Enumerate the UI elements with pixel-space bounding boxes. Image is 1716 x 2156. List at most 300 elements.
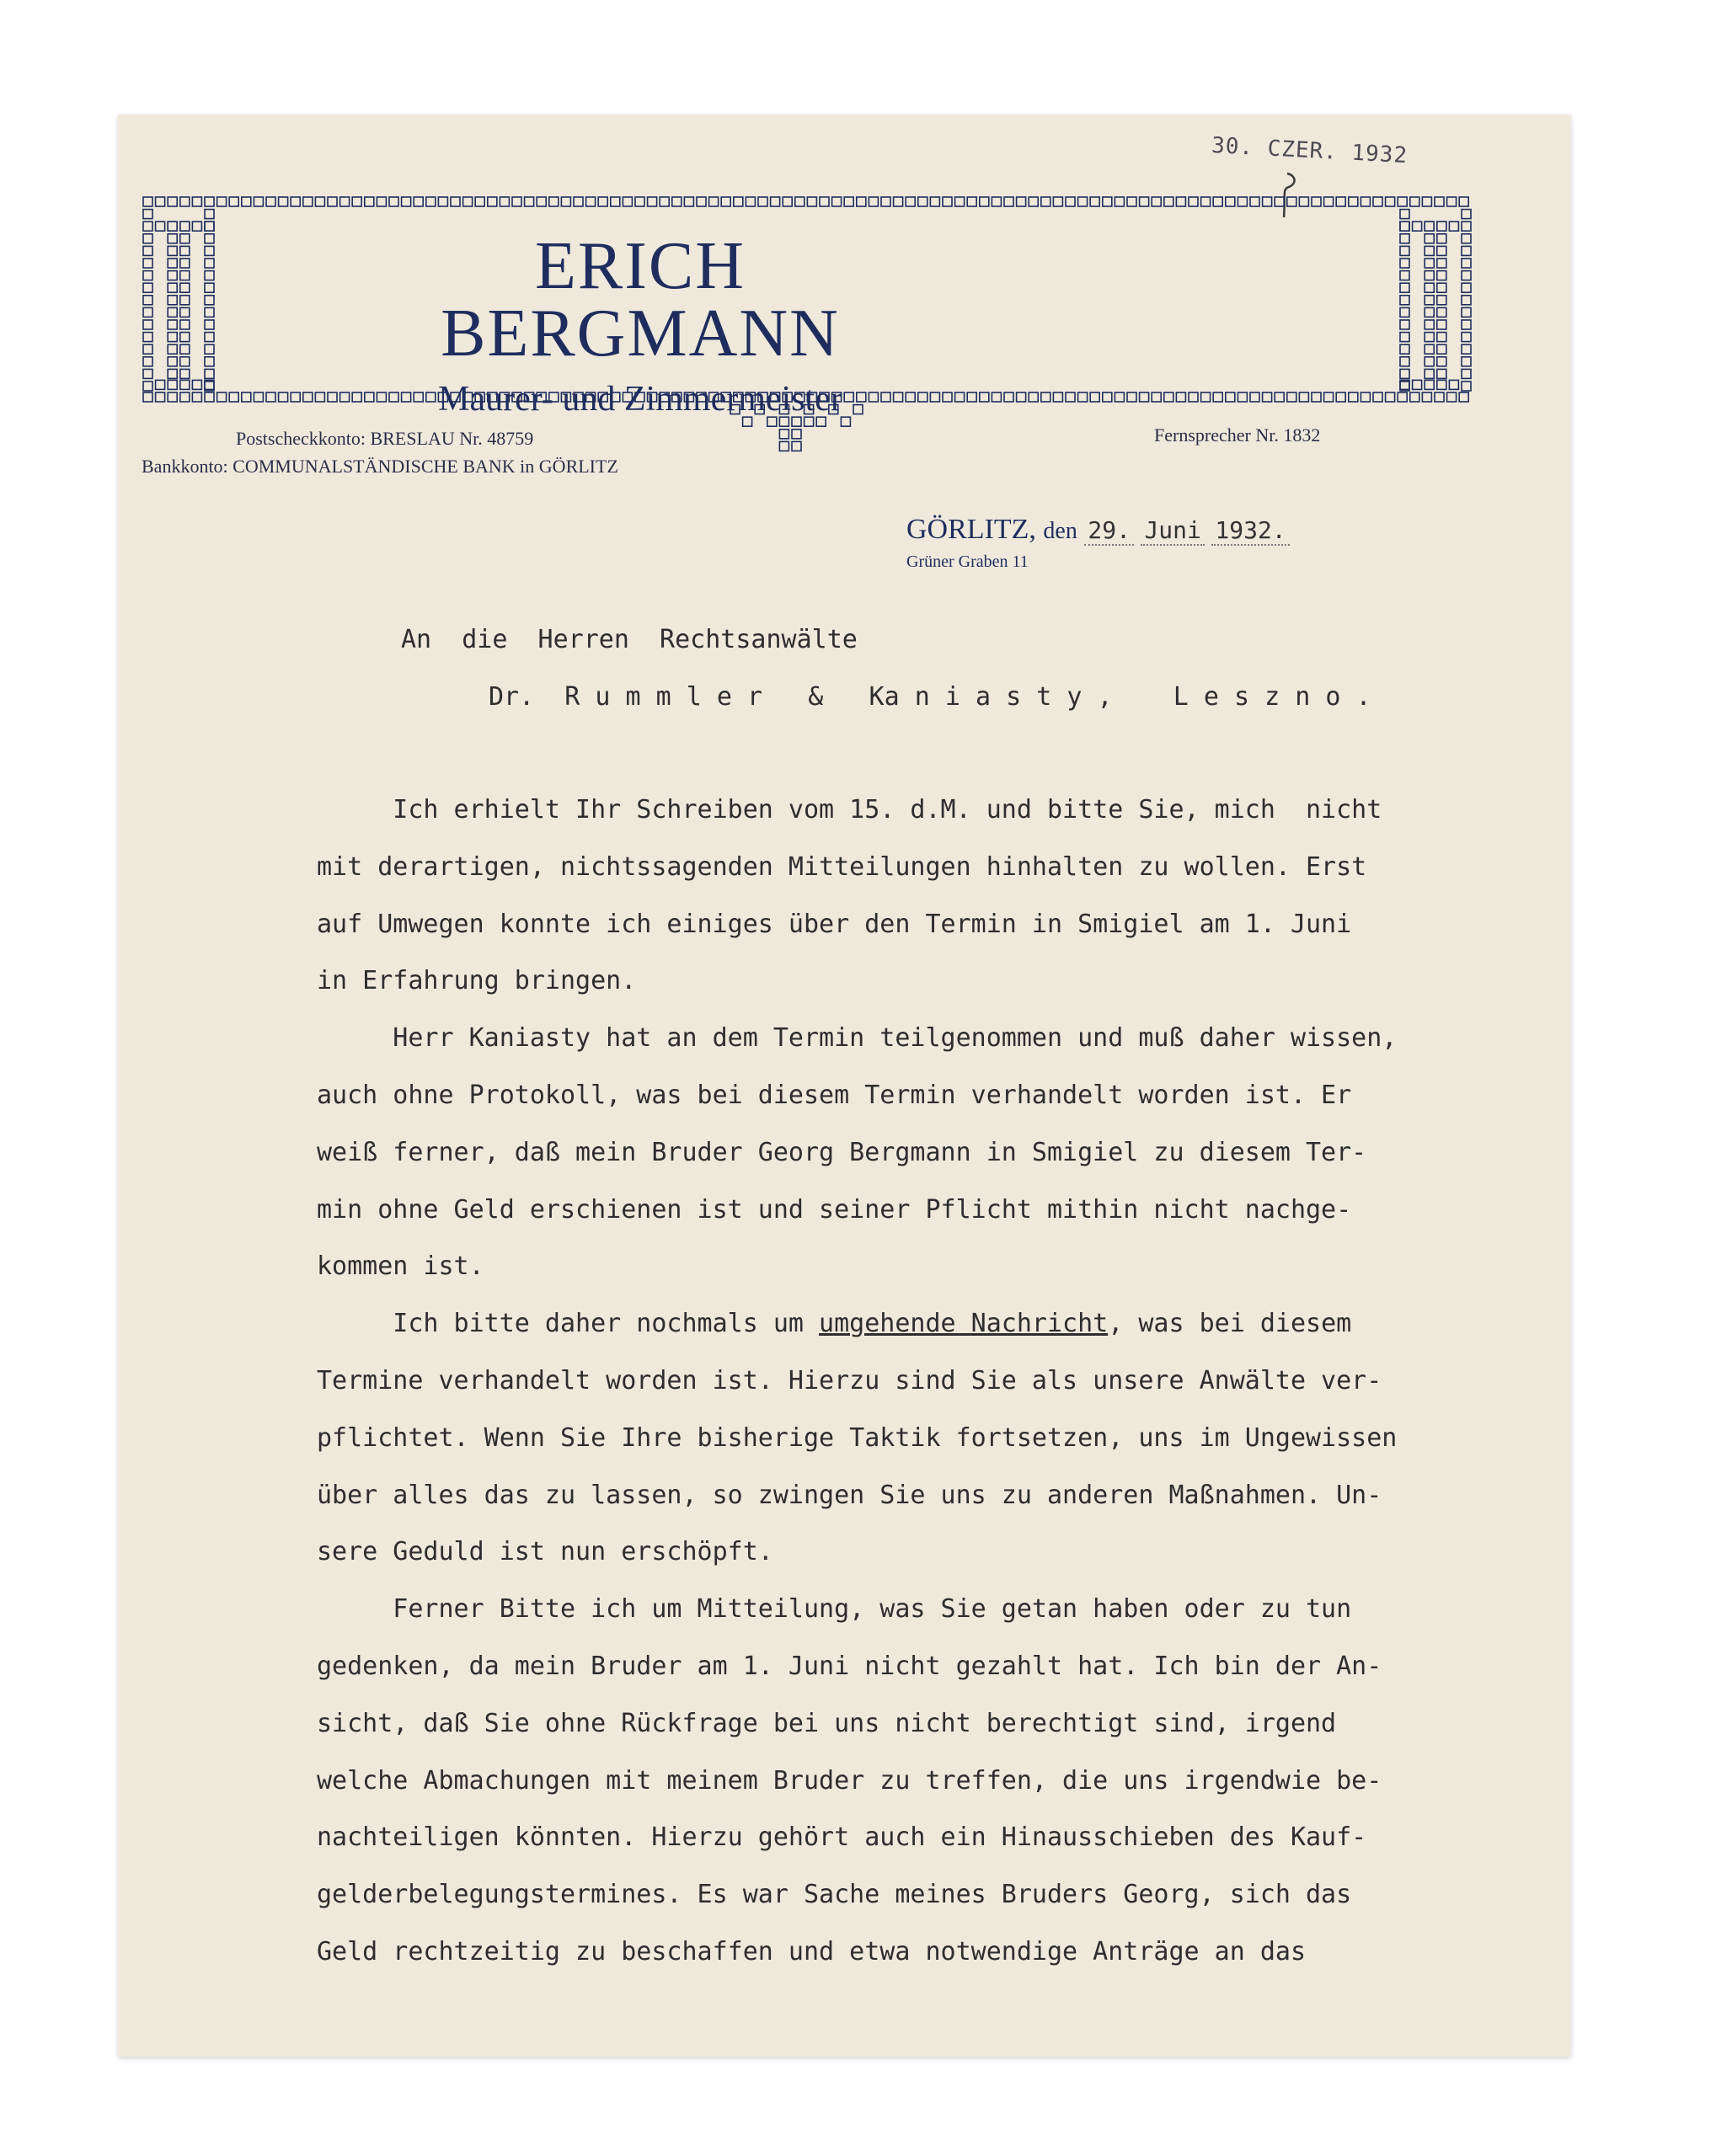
ornament-square [217,392,227,402]
ornament-square [180,344,190,354]
ornament-square [1213,197,1222,206]
ornament-square [1459,197,1468,206]
ornament-square [156,380,165,389]
ornament-square [1462,271,1471,280]
ornament-square [1386,197,1395,206]
ornament-square [168,234,177,243]
ornament-square [205,221,214,231]
ornament-square [1425,221,1434,231]
ornament-square [205,210,214,219]
ornament-square [1275,197,1284,206]
ornament-square [881,197,890,206]
ornament-square [254,197,263,206]
ornament-square [352,392,361,402]
body-line: mit derartigen, nichtssagenden Mitteilungen hinhalten zu wollen. Erst [317,851,1367,882]
ornament-square [1053,197,1062,206]
ornament-square [1400,369,1409,378]
ornament-square [365,197,374,206]
ornament-square [1437,221,1446,231]
ornament-square [1189,392,1198,402]
ornament-square [660,197,669,206]
body-line: Ich erhielt Ihr Schreiben vom 15. d.M. und bitte Sie, mich nicht [317,795,1382,825]
ornament-square [1425,296,1434,305]
ornament-square [894,392,903,402]
ornament-square [168,221,177,231]
body-line: min ohne Geld erschienen ist und seiner Pflicht mithin nicht nachge- [317,1194,1352,1225]
ornament-square [1373,392,1382,402]
ornament-square [315,197,324,206]
ornament-square [1425,234,1434,243]
ornament-square [1115,197,1124,206]
ornament-square [1189,197,1198,206]
den-label: den [1043,518,1077,544]
ornament-square [180,283,190,292]
ornament-square [1349,197,1358,206]
ornament-square [1437,234,1446,243]
ornament-square [205,333,214,342]
ornament-square [1462,357,1471,366]
ornament-square [943,197,952,206]
ornament-square [205,307,214,317]
ornament-square [143,259,152,268]
ornament-square [500,197,509,206]
ornament-square [980,392,989,402]
ornament-square [1400,357,1409,366]
ornament-square [792,441,801,451]
ornament-square [156,197,165,206]
ornament-square [1090,197,1099,206]
ornament-square [168,296,177,305]
ornament-square [1447,197,1457,206]
ornament-square [734,197,743,206]
ornament-square [340,392,350,402]
ornament-square [143,221,152,231]
ornament-square [143,210,152,219]
ornament-square [1287,197,1296,206]
ornament-square [1226,392,1235,402]
ornament-square [1017,197,1026,206]
ornament-square [377,392,386,402]
ornament-square [279,197,288,206]
ornament-square [1299,392,1308,402]
ornament-square [143,357,152,366]
ornament-square [1447,392,1457,402]
ornament-square [168,380,177,389]
ornament-square [1029,392,1038,402]
ornament-square [1324,197,1334,206]
ornament-square [1312,197,1321,206]
ornament-square [1462,246,1471,255]
ornament-square [1437,221,1446,231]
ornament-square [1462,234,1471,243]
ornament-square [389,392,398,402]
ornament-square [180,221,190,231]
ornament-square [143,234,152,243]
ornament-square [365,392,374,402]
ornament-square [1386,392,1395,402]
ornament-square [1238,392,1247,402]
ornament-square [229,392,238,402]
ornament-square [1425,320,1434,329]
ornament-square [156,221,165,231]
ornament-square [143,307,152,317]
recipient-line-2: Dr. R u m m l e r & Ka n i a s t y , L e s z n o . [489,682,1371,712]
ornament-square [205,271,214,280]
ornament-square [143,320,152,329]
ornament-square [205,392,214,402]
ornament-square [180,234,190,243]
ornament-square [1090,392,1099,402]
street-address: Grüner Graben 11 [906,552,1029,571]
ornament-square [1462,344,1471,354]
ornament-square [1164,197,1173,206]
ornament-square [1462,296,1471,305]
bank-account: Bankkonto: COMMUNALSTÄNDISCHE BANK in GÖRLITZ [142,456,618,477]
ornament-square [1425,369,1434,378]
ornament-square [1422,197,1431,206]
ornament-square [168,344,177,354]
ornament-square [1299,197,1308,206]
ornament-square [684,197,693,206]
ornament-square [1425,344,1434,354]
ornament-square [1462,382,1471,391]
ornament-square [1462,283,1471,292]
ornament-square [967,392,976,402]
postcheck-account: Postscheckkonto: BRESLAU Nr. 48759 [236,428,534,449]
ornament-square [930,197,939,206]
ornament-square [1400,246,1409,255]
ornament-square [771,197,780,206]
ornament-square [168,357,177,366]
ornament-square [192,197,201,206]
ornament-square [168,197,177,206]
ornament-square [389,197,398,206]
ornament-square [1462,307,1471,317]
ornament-square [377,197,386,206]
ornament-square [180,296,190,305]
ornament-square [303,392,313,402]
ornament-square [180,392,190,402]
ornament-square [254,392,263,402]
ornament-square [1462,221,1471,231]
ornament-square [1400,210,1409,219]
ornament-square [1400,344,1409,354]
ornament-square [217,197,227,206]
ornament-square [1425,283,1434,292]
ornament-square [168,259,177,268]
ornament-square [1425,357,1434,366]
ornament-square [1437,380,1446,389]
received-stamp: 30. CZER. 1932 [1211,132,1409,169]
ornament-square [881,392,890,402]
ornament-square [205,369,214,378]
ornament-square [955,197,965,206]
ornament-square [229,197,238,206]
body-line: nachteiligen könnten. Hierzu gehört auch ein Hinausschieben des Kauf- [317,1822,1367,1853]
ornament-square [1437,307,1446,317]
ornament-square [525,197,534,206]
ornament-square [168,307,177,317]
ornament-square [180,197,190,206]
ornament-square [1449,380,1458,389]
ornament-square [451,197,460,206]
ornament-square [168,333,177,342]
ornament-square [180,320,190,329]
ornament-square [180,246,190,255]
ornament-square [352,197,361,206]
ornament-square [1400,307,1409,317]
ornament-square [488,197,497,206]
ornament-square [1437,246,1446,255]
ornament-square [1410,392,1419,402]
ornament-square [1398,392,1407,402]
ornament-square [414,197,423,206]
ornament-square [1263,392,1272,402]
date-year: 1932. [1211,516,1289,546]
ornament-square [1238,197,1247,206]
body-line: weiß ferner, daß mein Bruder Georg Bergmann in Smigiel zu diesem Ter- [317,1137,1367,1167]
body-line: in Erfahrung bringen. [317,966,637,996]
ornament-square [1400,333,1409,342]
ornament-square [143,197,152,206]
body-line: sere Geduld ist nun erschöpft. [317,1537,773,1567]
ornament-square [1078,197,1088,206]
ornament-square [1176,392,1185,402]
ornament-square [242,197,251,206]
date-month: Juni [1141,516,1204,546]
ornament-square [561,197,570,206]
ornament-square [1361,392,1370,402]
ornament-square [1435,197,1444,206]
ornament-square [1066,197,1075,206]
ornament-square [279,392,288,402]
ornament-square [168,221,177,231]
body-line: auf Umwegen konnte ich einiges über den Termin in Smigiel am 1. Juni [317,909,1352,939]
ornament-square [746,197,755,206]
ornament-square [1410,197,1419,206]
ornament-square [1152,392,1161,402]
ornament-square [1437,357,1446,366]
ornament-square [967,197,976,206]
ornament-square [1425,380,1434,389]
ornament-square [980,197,989,206]
ornament-square [315,392,324,402]
ornament-square [611,197,620,206]
ornament-square [156,392,165,402]
phone-number: Fernsprecher Nr. 1832 [1154,424,1321,446]
ornament-square [168,271,177,280]
ornament-square [205,344,214,354]
ornament-square [168,283,177,292]
ornament-square [1437,320,1446,329]
ornament-square [697,197,706,206]
ornament-square [192,221,201,231]
ornament-square [1425,221,1434,231]
ornament-square [648,197,657,206]
ornament-square [143,369,152,378]
ornament-square [143,246,152,255]
ornament-square [574,197,583,206]
ornament-square [758,197,767,206]
ornament-square [1017,392,1026,402]
ornament-square [1437,369,1446,378]
ornament-square [1103,392,1112,402]
ornament-square [672,197,682,206]
ornament-square [1400,221,1409,231]
ornament-square [205,221,214,231]
ornament-square [1029,197,1038,206]
ornament-square [792,430,801,439]
ornament-square [783,197,792,206]
ornament-square [1263,197,1272,206]
ornament-square [1425,259,1434,268]
ornament-square [1437,296,1446,305]
ornament-square [549,197,559,206]
ornament-square [1462,259,1471,268]
ornament-square [1425,271,1434,280]
ornament-square [475,197,484,206]
ornament-square [143,296,152,305]
ornament-square [598,197,607,206]
ornament-square [779,441,789,451]
ornament-square [1201,197,1211,206]
ornament-square [291,197,300,206]
body-line: Geld rechtzeitig zu beschaffen und etwa notwendige Anträge an das [317,1937,1306,1967]
ornament-square [586,197,596,206]
ornament-square [1336,392,1345,402]
ornament-square [1437,283,1446,292]
body-line: welche Abmachungen mit meinem Bruder zu treffen, die uns irgendwie be- [317,1765,1382,1796]
ornament-square [328,197,337,206]
ornament-square [205,296,214,305]
ornament-square [1462,320,1471,329]
ornament-square [180,357,190,366]
ornament-square [143,283,152,292]
ornament-square [795,197,805,206]
body-line: kommen ist. [317,1251,484,1282]
ornament-square [180,369,190,378]
company-trade: Maurer- und Zimmermeister [438,380,842,419]
ornament-square [992,197,1001,206]
ornament-square [328,392,337,402]
ornament-square [205,283,214,292]
body-line: gelderbelegungstermines. Es war Sache meines Bruders Georg, sich das [317,1880,1352,1910]
body-line: Ich bitte daher nochmals um umgehende Nachricht, was bei diesem [317,1309,1352,1339]
body-line: sicht, daß Sie ohne Rückfrage bei uns nicht berechtigt sind, irgend [317,1708,1337,1738]
ornament-square [180,259,190,268]
ornament-square [1361,197,1370,206]
body-line: pflichtet. Wenn Sie Ihre bisherige Taktik fortsetzen, uns im Ungewissen [317,1422,1398,1453]
letterhead-brand [404,229,876,419]
dateline [906,514,1290,546]
ornament-square [1041,392,1050,402]
ornament-square [1226,197,1235,206]
ornament-square [205,259,214,268]
ornament-square [1152,197,1161,206]
ornament-square [1164,392,1173,402]
ornament-square [143,392,152,402]
ornament-square [1400,296,1409,305]
ornament-square [1435,392,1444,402]
ornament-square [1201,392,1211,402]
ornament-square [266,197,275,206]
ornament-square [143,382,152,391]
ornament-square [168,369,177,378]
ornament-square [1437,344,1446,354]
ornament-square [512,197,521,206]
recipient-line-1: An die Herren Rechtsanwälte [401,625,858,654]
letter-sheet [118,115,1571,2057]
ornament-square [1127,392,1136,402]
ornament-square [906,197,915,206]
ornament-square [1078,392,1088,402]
ornament-square [1004,392,1013,402]
body-line: über alles das zu lassen, so zwingen Sie uns zu anderen Maßnahmen. Un- [317,1480,1382,1510]
ornament-square [1462,333,1471,342]
ornament-square [1459,392,1468,402]
ornament-square [1140,392,1149,402]
ornament-square [143,271,152,280]
ornament-square [844,197,853,206]
ornament-square [402,197,411,206]
ornament-square [143,333,152,342]
ornament-square [192,392,201,402]
ornament-square [894,197,903,206]
ornament-square [291,392,300,402]
date-day: 29. [1084,516,1134,546]
ornament-square [1437,333,1446,342]
ornament-square [1400,271,1409,280]
ornament-square [832,197,842,206]
ornament-square [1425,246,1434,255]
ornament-square [1275,392,1284,402]
ornament-square [1413,380,1422,389]
ornament-square [1437,271,1446,280]
body-line: gedenken, da mein Bruder am 1. Juni nicht gezahlt hat. Ich bin der An- [317,1652,1382,1681]
ornament-square [168,392,177,402]
ornament-square [242,392,251,402]
ornament-square [192,380,201,389]
ornament-square [1127,197,1136,206]
ornament-square [1422,392,1431,402]
ornament-square [1213,392,1222,402]
ornament-square [1425,333,1434,342]
ornament-square [943,392,952,402]
ornament-square [1041,197,1050,206]
ornament-square [779,430,789,439]
ornament-square [1115,392,1124,402]
ornament-square [1462,210,1471,219]
city: GÖRLITZ, [906,514,1036,545]
ornament-square [205,197,214,206]
ornament-square [992,392,1001,402]
ornament-square [1053,392,1062,402]
ornament-square [1398,197,1407,206]
ornament-square [918,392,927,402]
ornament-square [303,197,313,206]
ornament-square [1103,197,1112,206]
ornament-square [955,392,965,402]
ornament-square [1176,197,1185,206]
ornament-square [820,197,829,206]
ornament-square [709,197,719,206]
ornament-square [1400,259,1409,268]
ornament-square [180,333,190,342]
ornament-square [1437,259,1446,268]
ornament-square [143,344,152,354]
ornament-square [1400,283,1409,292]
ornament-square [180,380,190,389]
